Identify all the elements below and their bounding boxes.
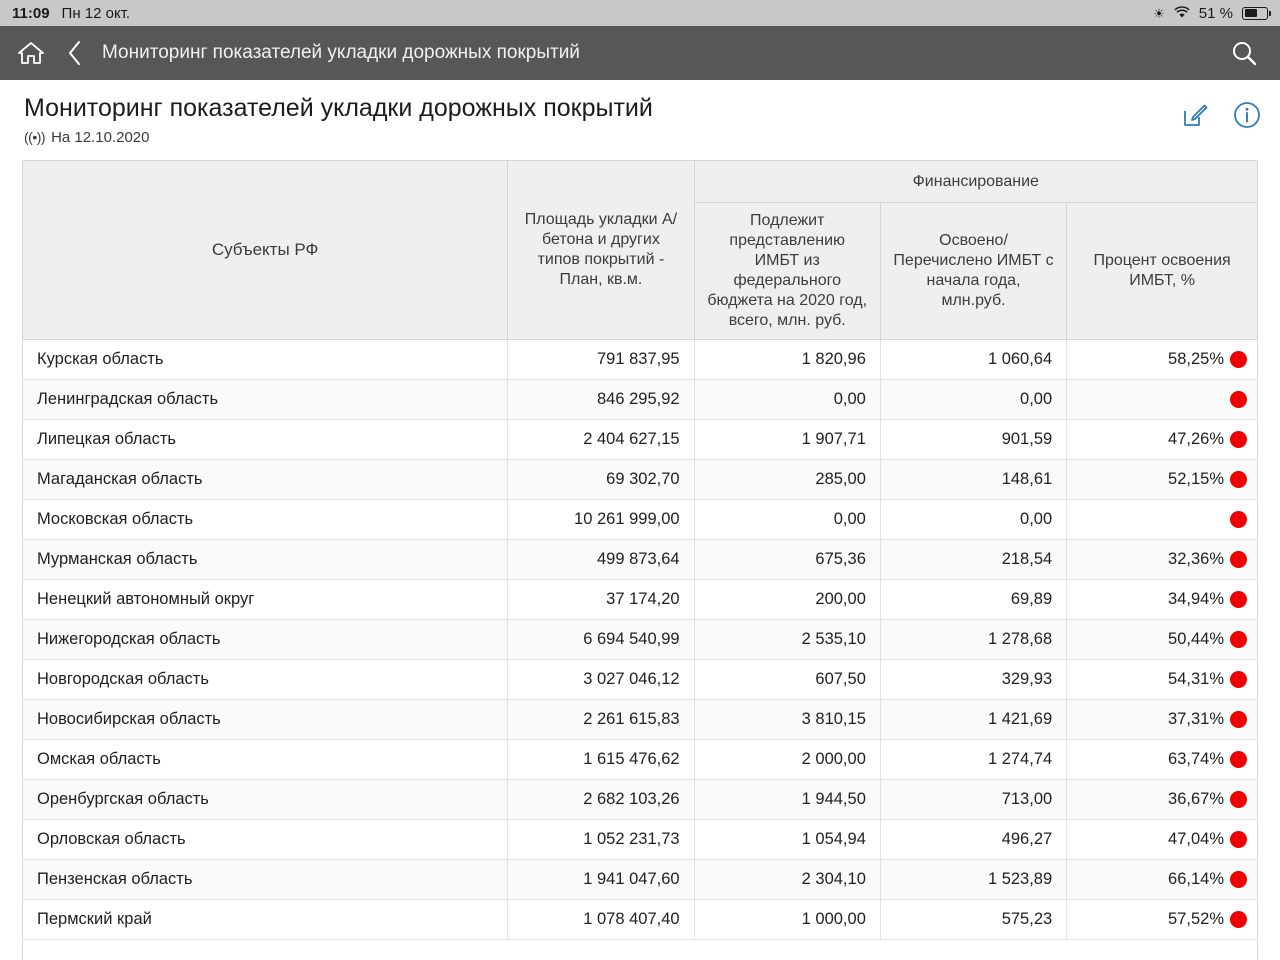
percent-value: 50,44%	[1168, 630, 1224, 649]
page-header-texts	[24, 94, 1180, 146]
percent-value: 34,94%	[1168, 590, 1224, 609]
cell-imbt-transferred: 0,00	[880, 380, 1066, 420]
navbar-title: Мониторинг показателей укладки дорожных покрытий	[102, 42, 580, 63]
table-row[interactable]	[23, 700, 1257, 740]
cell-subject: Пензенская область	[23, 860, 508, 900]
cell-imbt-transferred: 575,23	[880, 900, 1066, 940]
cell-imbt-percent	[1067, 780, 1257, 820]
edit-pencil-icon[interactable]	[1180, 100, 1210, 130]
status-indicator-dot	[1230, 391, 1247, 408]
cell-imbt-transferred: 329,93	[880, 660, 1066, 700]
cell-imbt-due: 1 944,50	[694, 780, 880, 820]
cell-imbt-transferred: 901,59	[880, 420, 1066, 460]
cell-imbt-percent	[1067, 740, 1257, 780]
cell-imbt-due: 1 907,71	[694, 420, 880, 460]
cell-imbt-transferred: 496,27	[880, 820, 1066, 860]
status-indicator-dot	[1230, 631, 1247, 648]
cell-plan-area: 6 694 540,99	[508, 620, 694, 660]
battery-percent-label: 51 %	[1198, 4, 1233, 22]
cell-imbt-transferred: 1 278,68	[880, 620, 1066, 660]
cell-subject: Орловская область	[23, 820, 508, 860]
status-indicator-dot	[1230, 431, 1247, 448]
percent-value: 66,14%	[1168, 870, 1224, 889]
cell-subject: Омская область	[23, 740, 508, 780]
column-header-imbt-percent[interactable]: Процент освоения ИМБТ, %	[1067, 203, 1257, 340]
table-row[interactable]	[23, 780, 1257, 820]
broadcast-icon: ((•))	[24, 129, 46, 146]
status-bar-left	[12, 5, 130, 22]
cell-subject: Московская область	[23, 500, 508, 540]
percent-value: 52,15%	[1168, 470, 1224, 489]
percent-value: 47,26%	[1168, 430, 1224, 449]
cell-imbt-percent	[1067, 620, 1257, 660]
cell-imbt-percent	[1067, 340, 1257, 380]
cell-imbt-due: 1 054,94	[694, 820, 880, 860]
cell-imbt-transferred: 1 060,64	[880, 340, 1066, 380]
cell-imbt-percent	[1067, 860, 1257, 900]
cell-imbt-due: 0,00	[694, 380, 880, 420]
cell-subject: Ненецкий автономный округ	[23, 580, 508, 620]
column-header-subject[interactable]: Субъекты РФ	[23, 161, 508, 340]
cell-imbt-percent	[1067, 900, 1257, 940]
cell-subject: Магаданская область	[23, 460, 508, 500]
table-header-row-1	[23, 161, 1257, 203]
cell-imbt-transferred: 1 421,69	[880, 700, 1066, 740]
table-row[interactable]	[23, 740, 1257, 780]
status-indicator-dot	[1230, 711, 1247, 728]
cell-imbt-transferred: 218,54	[880, 540, 1066, 580]
report-date-label: На 12.10.2020	[51, 128, 150, 146]
cell-imbt-due: 1 820,96	[694, 340, 880, 380]
table-header	[23, 161, 1257, 340]
cell-plan-area: 2 682 103,26	[508, 780, 694, 820]
cell-imbt-due: 285,00	[694, 460, 880, 500]
cell-imbt-due: 2 000,00	[694, 740, 880, 780]
cell-imbt-percent	[1067, 700, 1257, 740]
cell-subject: Курская область	[23, 340, 508, 380]
clock-time: 11:09	[12, 4, 50, 22]
percent-value: 36,67%	[1168, 790, 1224, 809]
cell-plan-area: 846 295,92	[508, 380, 694, 420]
table-row[interactable]	[23, 340, 1257, 380]
clock-date: Пн 12 окт.	[61, 4, 131, 22]
column-header-imbt-due[interactable]: Подлежит представлению ИМБТ из федерального бюджета на 2020 год, всего, млн. руб.	[694, 203, 880, 340]
table-row[interactable]	[23, 460, 1257, 500]
table-row[interactable]	[23, 380, 1257, 420]
home-icon[interactable]	[14, 36, 48, 70]
cell-plan-area: 37 174,20	[508, 580, 694, 620]
cell-plan-area: 10 261 999,00	[508, 500, 694, 540]
status-indicator-dot	[1230, 471, 1247, 488]
percent-value: 63,74%	[1168, 750, 1224, 769]
cell-imbt-percent	[1067, 580, 1257, 620]
cell-imbt-transferred: 1 523,89	[880, 860, 1066, 900]
data-table-container[interactable]	[22, 160, 1258, 960]
status-indicator-dot	[1230, 911, 1247, 928]
table-row[interactable]	[23, 860, 1257, 900]
cell-imbt-due: 607,50	[694, 660, 880, 700]
cell-imbt-percent	[1067, 660, 1257, 700]
cell-subject: Липецкая область	[23, 420, 508, 460]
status-indicator-dot	[1230, 351, 1247, 368]
table-row[interactable]	[23, 620, 1257, 660]
percent-value: 37,31%	[1168, 710, 1224, 729]
cell-plan-area: 3 027 046,12	[508, 660, 694, 700]
cell-plan-area: 791 837,95	[508, 340, 694, 380]
percent-value: 54,31%	[1168, 670, 1224, 689]
cell-imbt-percent	[1067, 540, 1257, 580]
info-circle-icon[interactable]	[1232, 100, 1262, 130]
percent-value: 32,36%	[1168, 550, 1224, 569]
status-indicator-dot	[1230, 871, 1247, 888]
page-title: Мониторинг показателей укладки дорожных покрытий	[24, 94, 653, 122]
cell-imbt-due: 0,00	[694, 500, 880, 540]
percent-value: 47,04%	[1168, 830, 1224, 849]
status-indicator-dot	[1230, 551, 1247, 568]
table-row[interactable]	[23, 580, 1257, 620]
cell-imbt-due: 2 535,10	[694, 620, 880, 660]
page-header	[0, 80, 1280, 154]
status-indicator-dot	[1230, 591, 1247, 608]
cell-imbt-transferred: 0,00	[880, 500, 1066, 540]
table-body	[23, 340, 1257, 940]
wifi-icon	[1174, 6, 1190, 21]
header-actions	[1180, 94, 1262, 130]
cell-subject: Новосибирская область	[23, 700, 508, 740]
status-indicator-dot	[1230, 511, 1247, 528]
cell-subject: Пермский край	[23, 900, 508, 940]
cell-subject: Нижегородская область	[23, 620, 508, 660]
status-indicator-dot	[1230, 791, 1247, 808]
column-header-plan-area[interactable]: Площадь укладки А/бетона и других типов покрытий - План, кв.м.	[508, 161, 694, 340]
back-chevron-icon[interactable]	[58, 36, 92, 70]
cell-imbt-due: 1 000,00	[694, 900, 880, 940]
cell-imbt-due: 200,00	[694, 580, 880, 620]
cell-imbt-percent	[1067, 460, 1257, 500]
table-row[interactable]	[23, 660, 1257, 700]
cell-subject: Новгородская область	[23, 660, 508, 700]
table-row[interactable]	[23, 540, 1257, 580]
cell-imbt-due: 3 810,15	[694, 700, 880, 740]
cell-imbt-percent	[1067, 500, 1257, 540]
cell-imbt-percent	[1067, 380, 1257, 420]
cell-imbt-percent	[1067, 420, 1257, 460]
percent-value: 57,52%	[1168, 910, 1224, 929]
cell-imbt-transferred: 1 274,74	[880, 740, 1066, 780]
cell-imbt-due: 2 304,10	[694, 860, 880, 900]
status-indicator-dot	[1230, 671, 1247, 688]
cell-plan-area: 1 052 231,73	[508, 820, 694, 860]
cell-imbt-transferred: 713,00	[880, 780, 1066, 820]
percent-value: 58,25%	[1168, 350, 1224, 369]
cell-imbt-due: 675,36	[694, 540, 880, 580]
status-bar-right	[1153, 5, 1268, 22]
cell-imbt-transferred: 148,61	[880, 460, 1066, 500]
cell-plan-area: 1 078 407,40	[508, 900, 694, 940]
cell-plan-area: 499 873,64	[508, 540, 694, 580]
monitoring-table	[23, 161, 1257, 941]
column-group-header-financing: Финансирование	[694, 161, 1257, 203]
cell-plan-area: 69 302,70	[508, 460, 694, 500]
app-navigation-bar	[0, 26, 1280, 80]
table-row[interactable]	[23, 500, 1257, 540]
table-row[interactable]	[23, 820, 1257, 860]
cell-subject: Ленинградская область	[23, 380, 508, 420]
cell-subject: Оренбургская область	[23, 780, 508, 820]
column-header-imbt-transferred[interactable]: Освоено/ Перечислено ИМБТ с начала года, млн.руб.	[880, 203, 1066, 340]
cell-plan-area: 1 941 047,60	[508, 860, 694, 900]
cell-plan-area: 2 261 615,83	[508, 700, 694, 740]
cell-plan-area: 2 404 627,15	[508, 420, 694, 460]
search-icon[interactable]	[1226, 35, 1262, 71]
cell-imbt-transferred: 69,89	[880, 580, 1066, 620]
page-subtitle	[24, 129, 1180, 146]
cell-plan-area: 1 615 476,62	[508, 740, 694, 780]
cell-subject: Мурманская область	[23, 540, 508, 580]
status-indicator-dot	[1230, 751, 1247, 768]
battery-icon	[1242, 7, 1268, 20]
status-bar	[0, 0, 1280, 26]
sun-icon: ☀	[1153, 5, 1165, 21]
status-indicator-dot	[1230, 831, 1247, 848]
table-row[interactable]	[23, 420, 1257, 460]
cell-imbt-percent	[1067, 820, 1257, 860]
table-row[interactable]	[23, 900, 1257, 940]
